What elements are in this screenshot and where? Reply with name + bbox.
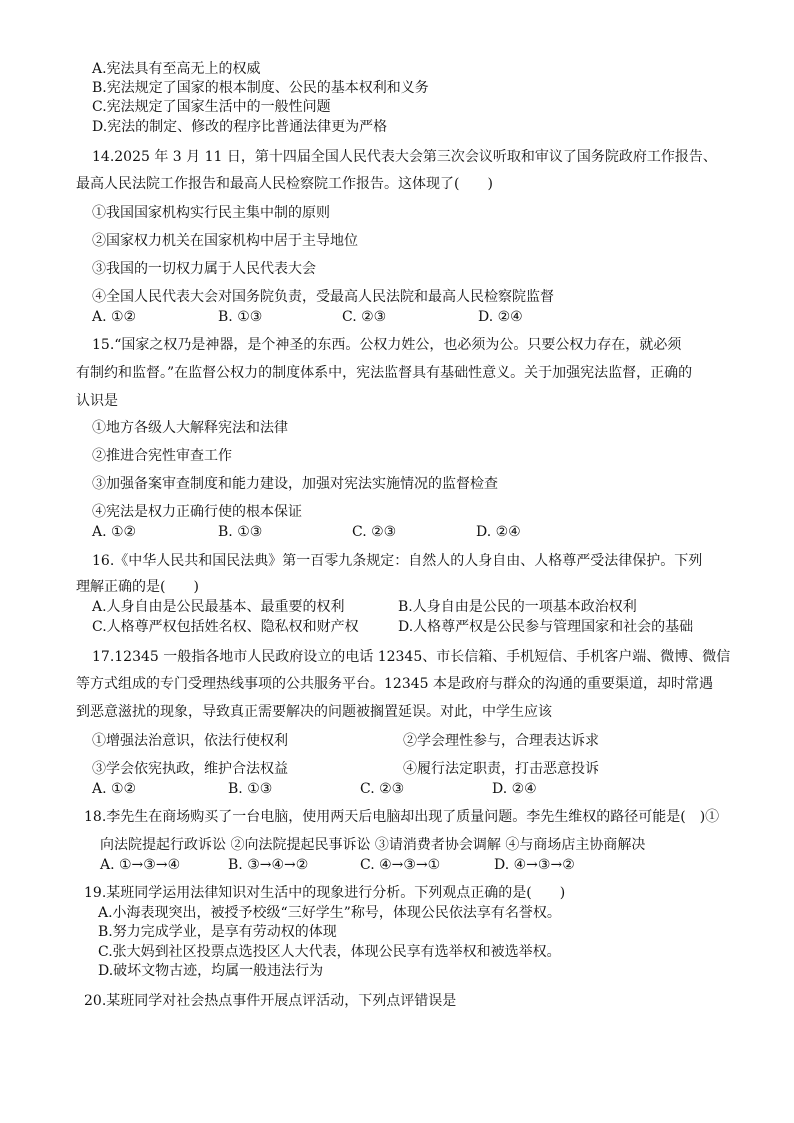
q17-stem-line2: 等方式组成的专门受理热线事项的公共服务平台。12345 本是政府与群众的沟通的重要渠道，却时常遇 — [76, 676, 713, 692]
q14-option-c: C. ②③ — [342, 309, 387, 325]
q14-item-3: ③我国的一切权力属于人民代表大会 — [92, 261, 316, 277]
q17-item-2: ②学会理性参与，合理表达诉求 — [403, 733, 599, 749]
q15-option-d: D. ②④ — [476, 524, 521, 540]
q14-stem-line2: 最高人民法院工作报告和最高人民检察院工作报告。这体现了( ) — [76, 176, 493, 192]
q13-option-d: D.宪法的制定、修改的程序比普通法律更为严格 — [92, 119, 388, 135]
q19-option-d: D.破坏文物古迹，均属一般违法行为 — [98, 963, 324, 979]
q16-stem-line1: 16.《中华人民共和国民法典》第一百零九条规定：自然人的人身自由、人格尊严受法律保护。下列 — [92, 553, 703, 569]
q15-stem-line3: 认识是 — [76, 393, 118, 409]
q15-stem-line1: 15.“国家之权乃是神器，是个神圣的东西。公权力姓公，也必须为公。只要公权力存在，就必须 — [92, 337, 682, 353]
q15-option-c: C. ②③ — [352, 524, 397, 540]
q18-stem-line1: 18.李先生在商场购买了一台电脑，使用两天后电脑却出现了质量问题。李先生维权的路径可能是( )① — [84, 809, 720, 825]
q19-stem: 19.某班同学运用法律知识对生活中的现象进行分析。下列观点正确的是( ) — [84, 885, 566, 901]
q16-stem-line2: 理解正确的是( ) — [76, 579, 199, 595]
q17-item-1: ①增强法治意识，依法行使权利 — [92, 733, 288, 749]
q14-option-a: A. ①② — [92, 309, 137, 325]
q13-option-a: A.宪法具有至高无上的权威 — [92, 61, 261, 77]
q17-stem-line1: 17.12345 一般指各地市人民政府设立的电话 12345、市长信箱、手机短信、手机客户端、微博、微信 — [92, 649, 731, 665]
q19-option-c: C.张大妈到社区投票点选投区人大代表，体现公民享有选举权和被选举权。 — [98, 944, 561, 960]
q16-option-d: D.人格尊严权是公民参与管理国家和社会的基础 — [398, 619, 694, 635]
q15-item-4: ④宪法是权力正确行使的根本保证 — [92, 504, 302, 520]
q18-option-b: B. ③→④→② — [228, 857, 309, 873]
q19-option-a: A.小海表现突出，被授予校级“三好学生”称号，体现公民依法享有名誉权。 — [98, 905, 561, 921]
q14-item-1: ①我国国家机构实行民主集中制的原则 — [92, 205, 330, 221]
q14-option-d: D. ②④ — [478, 309, 523, 325]
q17-option-a: A. ①② — [92, 781, 137, 797]
q17-option-c: C. ②③ — [360, 781, 405, 797]
q13-option-b: B.宪法规定了国家的根本制度、公民的基本权利和义务 — [92, 80, 429, 96]
q14-item-2: ②国家权力机关在国家机构中居于主导地位 — [92, 233, 358, 249]
q16-option-a: A.人身自由是公民最基本、最重要的权利 — [92, 599, 345, 615]
q14-item-4: ④全国人民代表大会对国务院负责，受最高人民法院和最高人民检察院监督 — [92, 289, 554, 305]
q18-option-d: D. ④→③→② — [494, 857, 575, 873]
q17-option-b: B. ①③ — [228, 781, 273, 797]
q15-item-2: ②推进合宪性审查工作 — [92, 448, 232, 464]
q17-option-d: D. ②④ — [492, 781, 537, 797]
q18-option-a: A. ①→③→④ — [100, 857, 181, 873]
q17-item-4: ④履行法定职责，打击恶意投诉 — [403, 761, 599, 777]
q15-stem-line2: 有制约和监督。”在监督公权力的制度体系中，宪法监督具有基础性意义。关于加强宪法监督，正确的 — [76, 365, 693, 381]
q14-option-b: B. ①③ — [218, 309, 263, 325]
q13-option-c: C.宪法规定了国家生活中的一般性问题 — [92, 99, 331, 115]
q18-option-c: C. ④→③→① — [360, 857, 441, 873]
q17-stem-line3: 到恶意滋扰的现象，导致真正需要解决的问题被搁置延误。对此，中学生应该 — [76, 704, 552, 720]
q14-stem-line1: 14.2025 年 3 月 11 日，第十四届全国人民代表大会第三次会议听取和审议了国务院政府工作报告、 — [92, 149, 717, 165]
q16-option-b: B.人身自由是公民的一项基本政治权利 — [398, 599, 637, 615]
q17-item-3: ③学会依宪执政，维护合法权益 — [92, 761, 288, 777]
q15-item-3: ③加强备案审查制度和能力建设，加强对宪法实施情况的监督检查 — [92, 476, 498, 492]
q19-option-b: B.努力完成学业，是享有劳动权的体现 — [98, 924, 337, 940]
q15-option-b: B. ①③ — [218, 524, 263, 540]
q20-stem: 20.某班同学对社会热点事件开展点评活动，下列点评错误是 — [84, 993, 457, 1009]
q15-option-a: A. ①② — [92, 524, 137, 540]
q15-item-1: ①地方各级人大解释宪法和法律 — [92, 420, 288, 436]
q18-stem-line2: 向法院提起行政诉讼 ②向法院提起民事诉讼 ③请消费者协会调解 ④与商场店主协商解决 — [100, 837, 646, 853]
q16-option-c: C.人格尊严权包括姓名权、隐私权和财产权 — [92, 619, 359, 635]
